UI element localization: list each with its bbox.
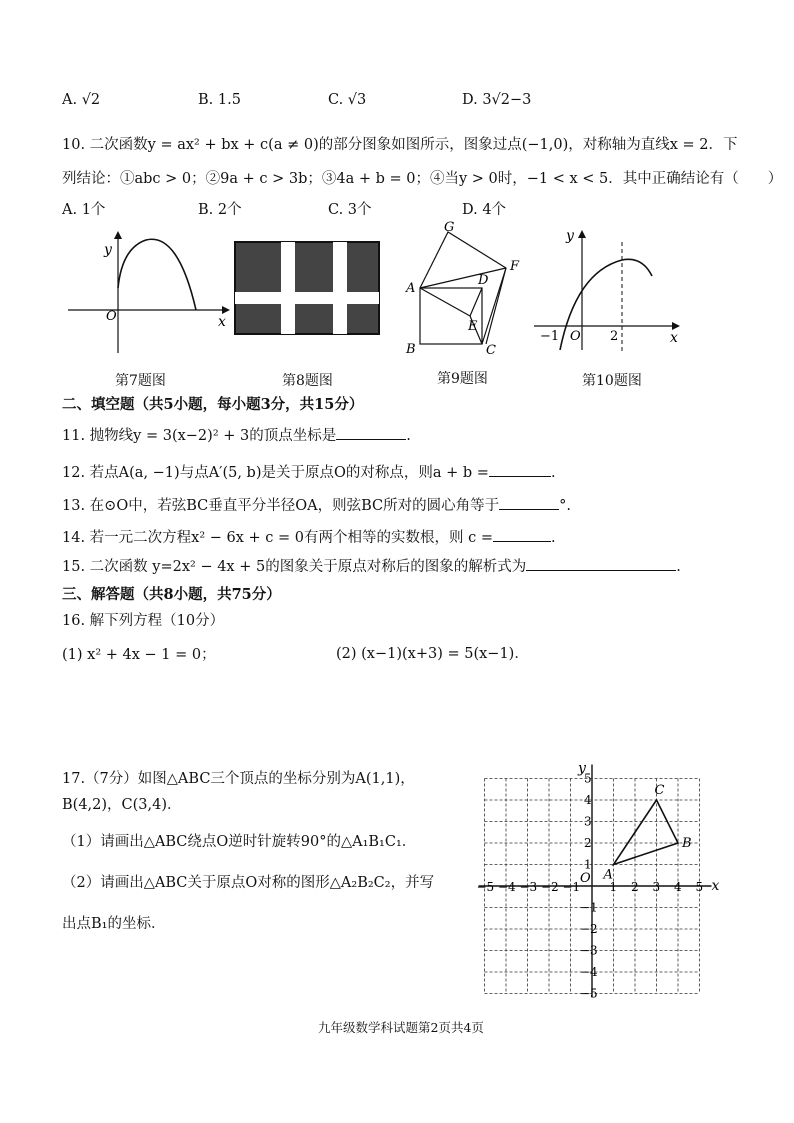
x-tick-label: −4 [498,880,516,894]
q17-line1: 17.（7分）如图△ABC三个顶点的坐标分别为A(1,1)， [62,771,415,787]
y-tick-label: −5 [580,986,598,1001]
q13-text: 13. 在⊙O中，若弦BC垂直平分半径OA，则弦BC所对的圆心角等于 [62,498,500,514]
triangle-labels [603,783,692,883]
vertex-label-a: A [603,867,613,883]
q9-option-a: A. √2 [62,92,101,108]
q12-text: 12. 若点A(a, −1)与点A′(5, b)是关于原点O的对称点，则a + b = [62,465,489,481]
q10-option-c: C. 3个 [328,202,372,218]
x-tick-label: 3 [652,880,661,894]
q17-coordinate-grid [476,756,724,1002]
fig10-y-label: y [566,228,574,244]
triangle-abc [614,800,679,865]
caption-fig7: 第7题图 [115,373,166,389]
q14 [62,526,556,547]
q15 [62,555,681,576]
q9-option-d: D. 3√2−3 [462,92,532,108]
fig10-two-label: 2 [610,329,619,344]
q10-line1: 10. 二次函数y = ax² + bx + c(a ≠ 0)的部分图象如图所示，图象过点(−1,0)，对称轴为直线x = 2．下 [62,137,738,153]
y-tick-label: 1 [584,857,592,872]
figure-9 [400,218,535,360]
q12-end: . [550,465,556,481]
fig9-label-a: A [406,281,416,296]
y-tick-label: −3 [580,943,598,958]
grid-x-label: x [711,878,720,894]
vertex-label-b: B [682,836,692,851]
caption-fig10: 第10题图 [582,373,642,389]
vertex-label-c: C [654,783,665,798]
y-tick-label: 3 [584,814,592,829]
fig7-origin-label: O [106,309,117,324]
q17-part3: 出点B₁的坐标． [62,916,166,932]
grid-y-label: y [578,760,586,777]
q17-part2: （2）请画出△ABC关于原点O对称的图形△A₂B₂C₂，并写 [62,875,435,891]
fig10-neg1-label: −1 [540,329,560,344]
x-tick-label: −1 [562,880,581,894]
x-tick-label: 4 [674,880,682,894]
q13 [62,494,571,515]
x-tick-label: −5 [476,880,495,894]
q12-answer-blank[interactable] [489,462,551,477]
q16-title: 16. 解下列方程（10分） [62,613,225,629]
q15-text: 15. 二次函数 y=2x² − 4x + 5的图象关于原点对称后的图象的解析式为 [62,559,527,575]
grid-origin-label: O [580,871,591,886]
q13-answer-blank[interactable] [499,495,559,510]
q12 [62,461,556,482]
figure-7 [60,228,235,368]
section2-heading: 二、填空题（共5小题，每小题3分，共15分） [62,396,364,413]
q10-option-a: A. 1个 [62,202,106,218]
q10-option-b: B. 2个 [198,202,242,218]
q13-end: °. [559,498,571,514]
fig10-origin-label: O [570,329,581,344]
q9-option-b: B. 1.5 [198,92,241,108]
fig9-label-g: G [444,220,455,235]
y-tick-label: −1 [580,900,598,915]
section3-heading: 三、解答题（共8小题，共75分） [62,586,281,603]
fig9-label-f: F [510,259,520,274]
q9-option-c: C. √3 [328,92,367,108]
q14-end: . [551,530,556,546]
x-tick-label: 1 [609,880,618,894]
q14-answer-blank[interactable] [493,527,551,542]
fig7-y-label: y [104,242,112,258]
caption-fig8: 第8题图 [282,373,333,389]
fig9-label-c: C [486,343,496,358]
q11-text: 11. 抛物线y = 3(x−2)² + 3的顶点坐标是 [62,428,337,444]
q16-part1: (1) x² + 4x − 1 = 0； [62,647,216,663]
q11-answer-blank[interactable] [336,425,406,440]
figure-10 [530,226,685,356]
y-tick-label: −4 [580,965,598,979]
fig10-x-label: x [670,330,678,346]
q10-option-d: D. 4个 [462,202,507,218]
q15-end: . [676,559,681,575]
x-tick-label: 2 [631,880,639,894]
fig9-label-b: B [406,342,416,357]
q10-line2: 列结论：①abc > 0；②9a + c > 3b；③4a + b = 0；④当y > 0时，−1 < x < 5．其中正确结论有（ ） [62,171,783,187]
fig9-label-d: D [478,273,489,288]
x-tick-label: −2 [541,880,559,894]
q17-line2: B(4,2)，C(3,4)． [62,797,182,813]
q14-text: 14. 若一元二次方程x² − 6x + c = 0有两个相等的实数根，则 c = [62,530,493,546]
page-footer: 九年级数学科试题第2页共4页 [318,1020,484,1035]
q11 [62,424,411,445]
y-tick-label: 2 [584,836,592,850]
y-tick-label: 5 [584,771,592,786]
x-tick-label: −3 [519,880,538,894]
fig7-x-label: x [218,314,226,330]
caption-fig9: 第9题图 [437,371,488,387]
q16-part2: (2) (x−1)(x+3) = 5(x−1)． [336,646,529,662]
fig9-label-e: E [468,319,478,334]
q15-answer-blank[interactable] [526,556,676,571]
y-tick-label: −2 [580,922,598,936]
q11-end: . [406,428,411,444]
q17-part1: （1）请画出△ABC绕点O逆时针旋转90°的△A₁B₁C₁． [62,834,417,850]
y-tick-label: 4 [584,793,592,807]
x-tick-label: 5 [695,880,704,894]
figure-8 [233,240,381,336]
